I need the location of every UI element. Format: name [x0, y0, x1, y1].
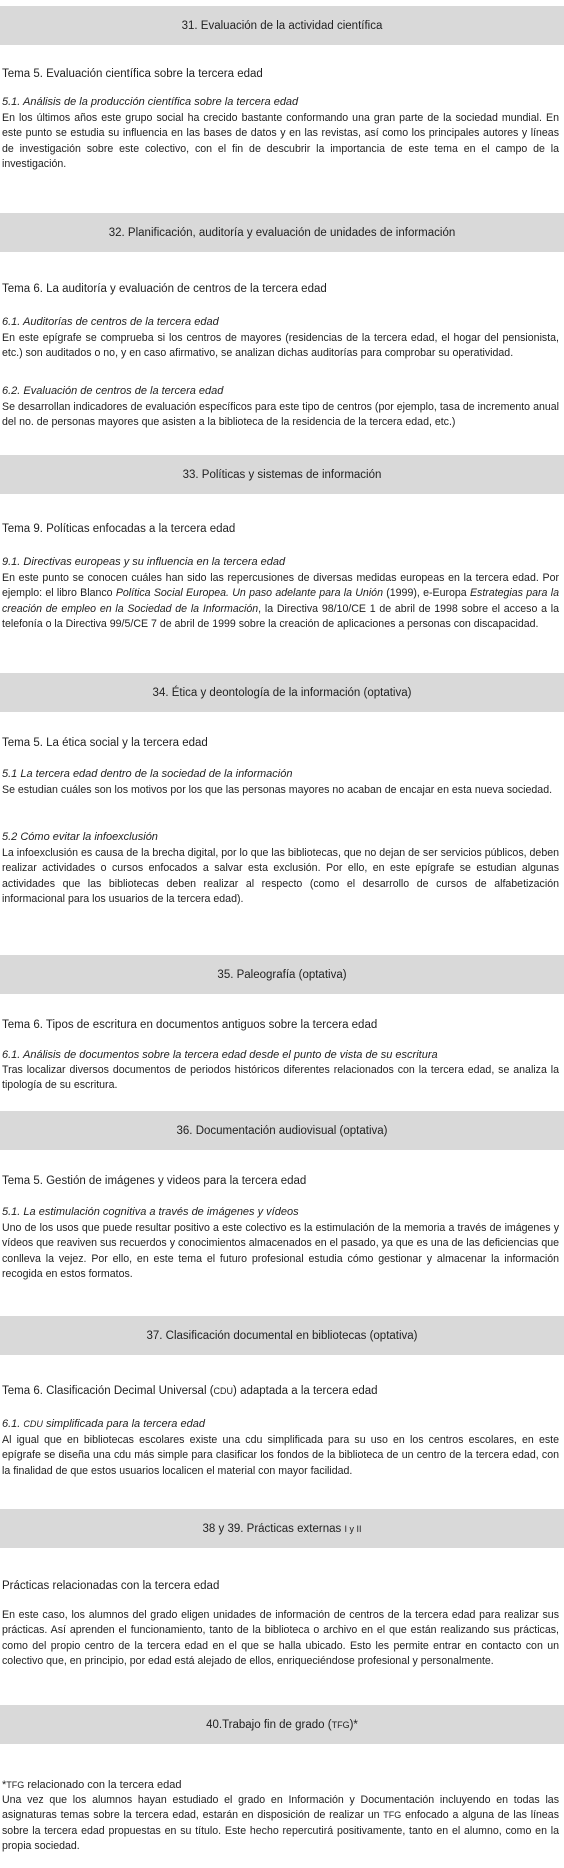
- topic-title: Tema 5. La ética social y la tercera edad: [2, 737, 208, 749]
- item-subtitle: 6.1. CDU simplificada para la tercera edad: [2, 1418, 205, 1430]
- item-subtitle: 5.1. Análisis de la producción científica sobre la tercera edad: [2, 96, 299, 108]
- topic-title: Prácticas relacionadas con la tercera edad: [2, 1580, 220, 1592]
- item-text: En este epígrafe se comprueba si los centros de mayores (residencias de la tercera edad, el hogar del pensionista, etc.) son auditados o no, y en caso afirmativo, se analizan dichas auditorías para comprobar su operatividad.: [2, 332, 559, 360]
- section-header: 37. Clasificación documental en bibliotecas (optativa): [0, 1316, 564, 1355]
- section-header: 40.Trabajo fin de grado (TFG)*: [0, 1705, 564, 1744]
- section-header: 38 y 39. Prácticas externas I y II: [0, 1509, 564, 1548]
- section-header: 31. Evaluación de la actividad científica: [0, 6, 564, 45]
- topic-title: Tema 6. La auditoría y evaluación de centros de la tercera edad: [2, 283, 327, 295]
- item-subtitle: 6.1. Auditorías de centros de la tercera edad: [2, 316, 219, 328]
- item-subtitle: 9.1. Directivas europeas y su influencia en la tercera edad: [2, 556, 286, 568]
- topic-title: Tema 5. Evaluación científica sobre la tercera edad: [2, 68, 263, 80]
- section-header: 32. Planificación, auditoría y evaluación de unidades de información: [0, 213, 564, 252]
- item-text: La infoexclusión es causa de la brecha digital, por lo que las bibliotecas, que no dejan de ser servicios públicos, deben realizar actividades o cursos enfocados a salvar esta exclusión. Por ello, en este epígrafe se estudian algunas actividades que las bibliotecas deben realizar al respecto (como el desarrollo de cursos de alfabetización informacional para los usuarios de la tercera edad).: [2, 847, 559, 906]
- item-text: En este punto se conocen cuáles han sido las repercusiones de diversas medidas europeas en la tercera edad. Por ejemplo: el libro Blanco Política Social Europea. Un paso adelante para la Unión (1999), e-Europa Estrategias para la creación de empleo en la Sociedad de la Información, la Directiva 98/10/CE 1 de abril de 1998 sobre el acceso a la telefonía o la Directiva 99/5/CE 7 de abril de 1999 sobre la creación de aplicaciones a personas con discapacidad.: [2, 572, 559, 631]
- item-text: Se estudian cuáles son los motivos por los que las personas mayores no acaban de encajar en esta nueva sociedad.: [2, 784, 553, 796]
- item-text: En este caso, los alumnos del grado eligen unidades de información de centros de la tercera edad para realizar sus prácticas. Así aprenden el funcionamiento, tanto de la biblioteca o archivo en el que están realizando sus prácticas, como del propio centro de la tercera edad en el que se halla ubicado. Esto les permite entrar en contacto con un colectivo que, en principio, por edad está alejado de ellos, enriqueciéndose profesional y personalmente.: [2, 1609, 559, 1668]
- topic-title: Tema 9. Políticas enfocadas a la tercera edad: [2, 523, 236, 535]
- item-text: En los últimos años este grupo social ha crecido bastante conformando una gran parte de la sociedad mundial. En este punto se estudia su influencia en las bases de datos y en las revistas, así como los principales autores y líneas de investigación sobre este colectivo, con el fin de descubrir la importancia de este tema en el campo de la investigación.: [2, 112, 559, 171]
- item-text: Se desarrollan indicadores de evaluación específicos para este tipo de centros (por ejemplo, tasa de incremento anual del no. de personas mayores que asisten a la biblioteca de la residencia de la tercera edad, etc.): [2, 401, 559, 429]
- topic-title: Tema 6. Tipos de escritura en documentos antiguos sobre la tercera edad: [2, 1019, 378, 1031]
- item-subtitle: 5.1. La estimulación cognitiva a través de imágenes y vídeos: [2, 1206, 299, 1218]
- topic-title: Tema 5. Gestión de imágenes y videos para la tercera edad: [2, 1175, 307, 1187]
- item-text: Tras localizar diversos documentos de periodos históricos diferentes relacionados con la tercera edad, se analiza la tipología de su escritura.: [2, 1064, 559, 1092]
- item-text: Al igual que en bibliotecas escolares existe una cdu simplificada para su uso en los centros escolares, en este epígrafe se diseña una cdu más simple para clasificar los fondos de la biblioteca de un centro de la tercera edad, con la finalidad de que estos usuarios localicen el material con mayor facilidad.: [2, 1434, 559, 1477]
- item-subtitle: *TFG relacionado con la tercera edad: [2, 1779, 182, 1791]
- topic-title: Tema 6. Clasificación Decimal Universal (CDU) adaptada a la tercera edad: [2, 1385, 378, 1397]
- item-subtitle: 6.2. Evaluación de centros de la tercera edad: [2, 385, 224, 397]
- item-subtitle: 6.1. Análisis de documentos sobre la tercera edad desde el punto de vista de su escritura: [2, 1049, 438, 1061]
- item-subtitle: 5.1 La tercera edad dentro de la sociedad de la información: [2, 768, 293, 780]
- item-text: Una vez que los alumnos hayan estudiado el grado en Información y Documentación incluyendo en todas las asignaturas temas sobre la tercera edad, estarán en disposición de realizar un TFG enfocado a alguna de las líneas sobre la tercera edad propuestas en su título. Este hecho repercutirá positivamente, tanto en el alumno, como en la propia sociedad.: [2, 1794, 559, 1853]
- section-header: 35. Paleografía (optativa): [0, 955, 564, 994]
- section-header: 36. Documentación audiovisual (optativa): [0, 1111, 564, 1150]
- section-header: 34. Ética y deontología de la información (optativa): [0, 673, 564, 712]
- section-header: 33. Políticas y sistemas de información: [0, 455, 564, 494]
- item-text: Uno de los usos que puede resultar positivo a este colectivo es la estimulación de la memoria a través de imágenes y vídeos que reaviven sus recuerdos y conocimientos almacenados en el pasado, ya que es una de las deficiencias que conlleva la vejez. Por ello, en este tema el futuro profesional estudia cómo gestionar y almacenar la información recogida en estos formatos.: [2, 1222, 559, 1281]
- item-subtitle: 5.2 Cómo evitar la infoexclusión: [2, 831, 158, 843]
